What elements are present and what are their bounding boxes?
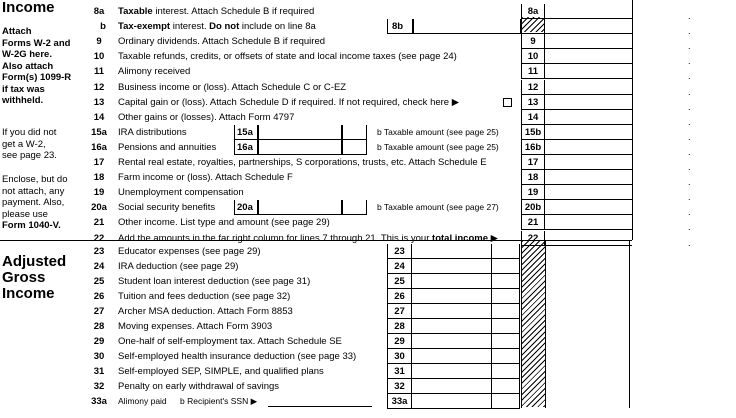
agi-line-28 [0,319,736,334]
line-box-label: 18 [521,170,545,185]
line-text: Other gains or (losses). Attach Form 4797 [118,111,295,123]
amount-field-31[interactable] [412,364,492,379]
line-text: include on line 8a [239,21,316,33]
line-description [118,21,316,32]
inner-box-15a [234,125,258,140]
amount-field-32[interactable] [412,379,492,394]
agi-title-line: Adjusted [2,253,67,270]
note-form-ref: Form 1040-V. [2,220,61,231]
line-description: Self-employed health insurance deduction (see page 33) [118,351,357,362]
inner-amount-field[interactable] [258,125,342,140]
line-description: Educator expenses (see page 29) [118,246,261,257]
cents-dot: . [688,101,691,112]
cents-dot: . [688,192,691,203]
cents-dot: . [688,116,691,127]
amount-field-10[interactable] [546,49,632,64]
line-number: 13 [93,96,105,108]
line-text: Ordinary dividends. Attach Schedule B if required [118,36,326,48]
note-line: W-2G here. [2,49,52,60]
amount-field-33a[interactable] [412,394,492,409]
line-description [118,51,457,62]
line-number: 30 [93,351,105,362]
agi-line-33a [0,394,736,409]
line-text: Business income or (loss). Attach Schedule C or C-EZ [118,81,347,93]
amount-field-12[interactable] [546,80,632,95]
amount-field-16b[interactable] [546,140,632,155]
cents-dot: . [688,56,691,67]
agi-title-line: Gross [2,269,46,286]
section-title-income: Income [2,0,55,16]
inner-cents-field[interactable] [342,200,367,215]
line-number: 18 [93,172,105,184]
line-text: Other income. List type and amount (see page 29) [118,217,330,229]
inner-amount-field[interactable] [413,19,521,34]
note-line: payment. Also, [2,197,65,208]
line-box-label: 16b [521,140,545,155]
line-description: Moving expenses. Attach Form 3903 [118,321,273,332]
agi-line-23 [0,244,736,259]
inner-box-label: 16a [237,141,253,153]
line-description [118,97,459,108]
income-line-8a [0,4,736,19]
line-box-label: 31 [387,364,412,379]
line-number: 16a [91,141,107,153]
agi-line-26 [0,289,736,304]
note-line: please use [2,208,48,220]
cents-dot: . [688,11,691,21]
note-line: not attach, any [2,185,65,197]
inner-box-label: 8b [392,21,404,33]
inner-box-20a [234,200,258,215]
line-description [118,66,190,77]
line-number: 29 [93,336,105,347]
line-box-label: 20b [521,200,545,215]
line-bold-label: Do not [209,21,240,33]
cents-dot: . [688,131,691,142]
line-description [118,217,330,228]
line-description [118,6,314,17]
line-description [118,202,215,213]
line-number: 8a [93,6,105,17]
income-line-21 [0,215,736,233]
line-box-label: 12 [521,80,545,95]
income-line-16a [0,140,736,155]
cents-field-32[interactable] [492,379,520,394]
line-box-label: 26 [387,289,412,304]
cents-field-25[interactable] [492,274,520,289]
line-box-label: 15b [521,125,545,140]
line-number: 31 [93,366,105,377]
line-number: 20a [91,202,107,214]
line-description: Self-employed SEP, SIMPLE, and qualified plans [118,366,324,377]
cents-dot: . [688,146,691,157]
note-line: get a W-2, [2,138,46,150]
line-number: b [100,21,106,33]
line-box-label: 21 [521,215,545,230]
cents-dot: . [688,41,691,52]
line-description: Archer MSA deduction. Attach Form 8853 [118,306,293,317]
agi-line-24 [0,259,736,274]
line-bold-label: Tax-exempt [118,21,171,33]
agi-title-line: Income [2,285,55,302]
cents-field-24[interactable] [492,259,520,274]
amount-field-21[interactable] [546,215,632,230]
income-line-9 [0,34,736,52]
amount-field-17[interactable] [546,155,632,170]
line-box-label: 22 [521,231,545,246]
line-description [118,233,498,244]
line-description: Alimony paid [118,396,167,406]
line-description [118,142,216,153]
note-line: Attach [2,26,32,37]
cents-field-26[interactable] [492,289,520,304]
cents-field-28[interactable] [492,319,520,334]
cents-dot: . [688,86,691,97]
line-number: 24 [93,261,105,272]
line-box-label: 13 [521,95,545,110]
line-text: interest. Attach Schedule B if required [152,6,315,17]
amount-field-25[interactable] [412,274,492,289]
agi-line-29 [0,334,736,349]
cents-dot: . [688,237,691,248]
line-text: Pensions and annuities [118,141,217,153]
line-box-label: 23 [387,244,412,259]
line-description [118,172,293,183]
line-box-label: 14 [521,110,545,125]
line-number: 15a [91,126,107,138]
income-line-11 [0,64,736,82]
line-text: Rental real estate, royalties, partnerships, S corporations, trusts, etc. Attach Schedule E [118,157,487,168]
line-description [118,36,325,47]
line-number: 21 [93,217,105,229]
line-number: 17 [93,157,105,168]
line-text: Social security benefits [118,202,216,214]
amount-field-29[interactable] [412,334,492,349]
line-number: 11 [93,66,105,78]
cents-field-29[interactable] [492,334,520,349]
line-text: Farm income or (loss). Attach Schedule F [118,172,293,184]
line-number: 12 [93,81,105,93]
agi-line-30 [0,349,736,364]
line-description [118,187,244,198]
amount-field-13[interactable] [546,95,632,110]
line-box-label: 32 [387,379,412,394]
line-box-label: 10 [521,49,545,64]
income-line-13 [0,95,736,110]
line-bold-label: Taxable [118,6,153,17]
income-line-b [0,19,736,37]
taxable-amount-label: b Taxable amount (see page 25) [377,141,499,152]
line-box-label: 17 [521,155,545,170]
line-box-label: 11 [521,64,545,79]
line-box-label: 28 [387,319,412,334]
line-description: Tuition and fees deduction (see page 32) [118,291,291,302]
cents-field-33a[interactable] [492,394,520,409]
line-box-label: 25 [387,274,412,289]
inner-cents-field[interactable] [342,125,367,140]
amount-field-8a[interactable] [546,4,632,19]
line-text: interest. [170,21,210,33]
inner-amount-field[interactable] [258,140,342,155]
line-box-label: 30 [387,349,412,364]
taxable-amount-label: b Taxable amount (see page 27) [377,202,499,213]
line-number: 9 [96,36,102,48]
note-line: Forms W-2 and [2,37,71,49]
line-description: One-half of self-employment tax. Attach Schedule SE [118,336,342,347]
cents-dot: . [688,26,691,37]
line-number: 14 [93,111,105,123]
amount-field-24[interactable] [412,259,492,274]
inner-box-16a [234,140,258,155]
cents-dot: . [688,207,691,218]
inner-cents-field[interactable] [342,140,367,155]
line-number: 23 [93,246,105,257]
line-box-label: 33a [387,394,412,409]
cents-dot: . [688,222,691,233]
cents-field-27[interactable] [492,304,520,319]
line-box-label [521,19,545,34]
note-line: Enclose, but do [2,174,68,185]
line-box-label: 24 [387,259,412,274]
amount-field-30[interactable] [412,349,492,364]
amount-field-11[interactable] [546,64,632,79]
line-number: 27 [93,306,105,317]
line-description [118,82,346,93]
inner-box-label: 15a [237,126,253,138]
income-line-20a [0,200,736,218]
note-line: If you did not [2,127,57,138]
income-line-14 [0,110,736,125]
line-description [118,157,487,168]
line-text: Capital gain or (loss). Attach Schedule D if required. If not required, check here ▶ [118,96,460,108]
income-line-12 [0,80,736,95]
amount-field-28[interactable] [412,319,492,334]
line-text: Unemployment compensation [118,187,244,199]
line-text: IRA distributions [118,126,187,138]
cents-field-31[interactable] [492,364,520,379]
arrow-icon: ▶ [487,232,498,244]
line-number: 28 [93,321,105,332]
line-description: Penalty on early withdrawal of savings [118,381,280,392]
amount-field-9[interactable] [546,34,632,49]
line-box-label: 19 [521,185,545,200]
inner-box-8b [387,19,413,34]
amount-field-23[interactable] [412,244,492,259]
ssn-field[interactable] [268,406,372,407]
line-description: Student loan interest deduction (see page 31) [118,276,311,287]
note-line: Also attach [2,60,54,72]
line-description [118,127,187,138]
line-box-label: 8a [521,4,545,19]
cents-field-30[interactable] [492,349,520,364]
amount-field-14[interactable] [546,110,632,125]
agi-line-25 [0,274,736,289]
capital-gain-checkbox[interactable] [503,98,512,107]
line-number: 32 [93,381,105,392]
line-text: Taxable refunds, credits, or offsets of state and local income taxes (see page 24) [118,51,457,63]
line-number: 33a [91,396,107,407]
line-box-label: 9 [521,34,545,49]
line-number: 22 [93,232,105,244]
cents-dot: . [688,162,691,172]
income-line-18 [0,170,736,188]
amount-field-20b[interactable] [546,200,632,215]
line-number: 10 [93,51,105,63]
amount-field-26[interactable] [412,289,492,304]
note-line: see page 23. [2,150,57,161]
inner-box-label: 20a [237,202,253,214]
amount-field-18[interactable] [546,170,632,185]
line-number: 25 [93,276,105,287]
line-box-label: 27 [387,304,412,319]
total-income-label: total income [432,232,488,244]
note-line: if tax was [2,83,45,95]
amount-field-15b[interactable] [546,125,632,140]
line-number: 26 [93,291,105,302]
note-line: Form(s) 1099-R [2,72,72,83]
amount-field-19[interactable] [546,185,632,200]
agi-line-27 [0,304,736,319]
line-text: Alimony received [118,66,191,78]
line-description [118,112,294,123]
amount-underline [387,408,520,409]
line-text: Add the amounts in the far right column for lines 7 through 21. This is your [118,232,433,244]
note-line: withheld. [2,95,44,106]
cents-field-23[interactable] [492,244,520,259]
line-number: 19 [93,187,105,199]
inner-amount-field[interactable] [258,200,342,215]
cents-dot: . [688,71,691,82]
amount-field- [546,19,632,34]
agi-line-32 [0,379,736,394]
agi-line-31 [0,364,736,379]
line-box-label: 29 [387,334,412,349]
taxable-amount-label: b Taxable amount (see page 25) [377,126,499,137]
cents-dot: . [688,177,691,188]
line-description: IRA deduction (see page 29) [118,261,239,272]
income-line-15a [0,125,736,140]
recipient-ssn-label: b Recipient's SSN ▶ [180,396,258,406]
amount-field-27[interactable] [412,304,492,319]
income-line-17 [0,155,736,170]
